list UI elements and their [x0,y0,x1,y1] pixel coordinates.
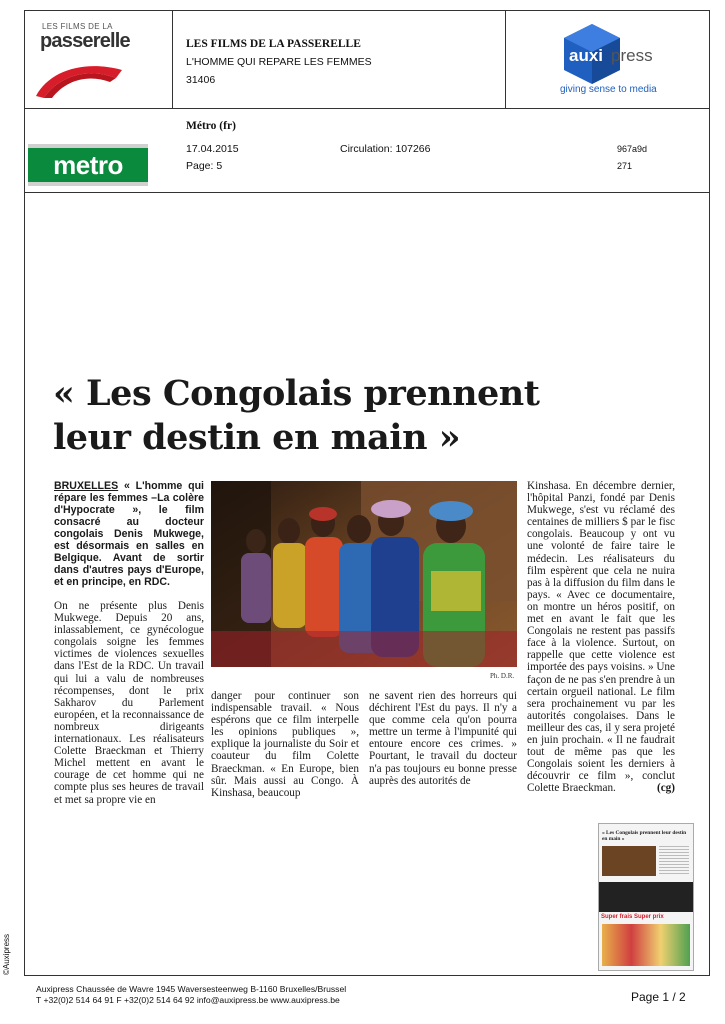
column-4-body: Kinshasa. En décembre dernier, l'hôpital Panzi, fondé par Denis Mukwege, s'est vu réclamé des centaines de milliers $ par le fisc congolais. Beaucoup y ont vu une volonté de faire taire le médecin. Les réalisateurs du film espèrent que cela ne nuira pas à la diffusion du film dans le pays. « Avec ce documentaire, on montre un héros positif, on met en avant le fait que les Congolais ne restent pas passifs face à la violence. Surtout, on rappelle que cette violence est importée des pays voisins. » Une façon de ne pas s'en prendre à un certain orgueil national. Le film sera prochainement vu par les autorités congolaises. Dans le meilleur des cas, il y sera projeté en juin prochain. « Il ne faudrait tout de même pas que les Congolais soient les derniers à découvrir ce film », conclut Colette Braeckman. [527,480,675,795]
article-column-3 [369,690,517,787]
publication-date: 17.04.2015 [186,143,239,155]
publication-name: Métro (fr) [186,120,236,132]
thumbnail-text-block [659,846,689,876]
article-lead [54,480,204,588]
publication-circulation: Circulation: 107266 [340,143,431,155]
thumbnail-ad [602,924,690,966]
article-column-2 [211,690,359,799]
article-column-4 [527,480,675,794]
metro-logo-text: metro [53,150,123,180]
page-number: Page 1 / 2 [631,990,686,1004]
auxipress-logo-aux: auxi [569,46,604,65]
article-photo [211,481,517,667]
column-2-body: danger pour continuer son indispensable travail. « Nous espérons que ce film interpelle les opinions publiques », explique la journaliste du Soir et coauteur du film Colette Braeckman. « En Europe, bien sûr. Mais aussi au Congo. À Kinshasa, beaucoup [211,690,359,799]
auxipress-logo-press: press [611,46,653,65]
thumbnail-photo [602,846,656,876]
footer-address: Auxipress Chaussée de Wavre 1945 Waversesteenweg B-1160 Bruxelles/Brussel [36,984,347,994]
header-divider [24,108,710,109]
thumbnail-black-band [599,882,693,912]
publication-code: 967a9d [617,144,648,154]
thumbnail-banner: Super frais Super prix [601,914,664,920]
article-headline [53,372,653,460]
header-right-divider [505,10,506,108]
publication-code-2: 271 [617,161,633,171]
thumbnail-headline: « Les Congolais prennent leur destin en main » [602,830,687,842]
header-left-divider [172,10,173,108]
page-thumbnail [598,823,694,971]
passerelle-logo-text: passerelle [40,30,130,52]
column-3-body: ne savent rien des horreurs qui déchirent l'Est du pays. Il n'y a que comme cela qu'on pourra mettre un terme à l'impunité qui entoure encore ces crimes. » Pourtant, le travail du docteur n'a pas toujours eu bonne presse auprès des autorités de [369,690,517,787]
article-column-1 [54,480,204,806]
auxipress-logo [560,22,680,102]
film-title: L'HOMME QUI REPARE LES FEMMES [186,56,372,68]
women-group-photo-icon [211,481,517,667]
left-border [24,10,25,976]
publication-divider [24,192,710,193]
photo-credit: Ph. D.R. [490,672,515,680]
footer-contact: T +32(0)2 514 64 91 F +32(0)2 514 64 92 info@auxipress.be www.auxipress.be [36,995,340,1005]
metro-logo [28,144,148,186]
lead-location: BRUXELLES [54,480,119,492]
company-name: LES FILMS DE LA PASSERELLE [186,38,361,50]
article-signature: (cg) [656,782,675,795]
publication-page: Page: 5 [186,160,223,172]
lead-text: « L'homme qui répare les femmes –La colère d'Hypocrate », le film consacré au docteur congolais Denis Mukwege, est désormais en salles en Belgique. Avant de sortir dans d'autres pays d'Europe, et en principe, en RDC. [54,480,204,588]
reference-number: 31406 [186,74,216,86]
copyright-notice: ©Auxipress [2,933,11,975]
headline-line-2: leur destin en main » [53,417,461,458]
headline-line-1: « Les Congolais prennent [53,373,540,414]
passerelle-swoosh-icon [30,52,140,102]
passerelle-logo-small-text: LES FILMS DE LA [42,22,113,31]
column-1-body: On ne présente plus Denis Mukwege. Depuis 20 ans, inlassablement, ce gynécologue congolais soigne les femmes victimes de violences sexuelles dans l'Est de la RDC. Un travail qui lui a valu de nombreuses récompenses, dont le prix Sakharov du Parlement européen, et la reconnaissance de nombreux dirigeants internationaux. Les réalisateurs Colette Braeckman et Thierry Michel mettent en avant le courage de cet homme qui ne compte plus ses heures de travail et met sa propre vie en [54,600,204,806]
auxipress-tagline: giving sense to media [560,84,657,95]
passerelle-logo [30,20,140,100]
